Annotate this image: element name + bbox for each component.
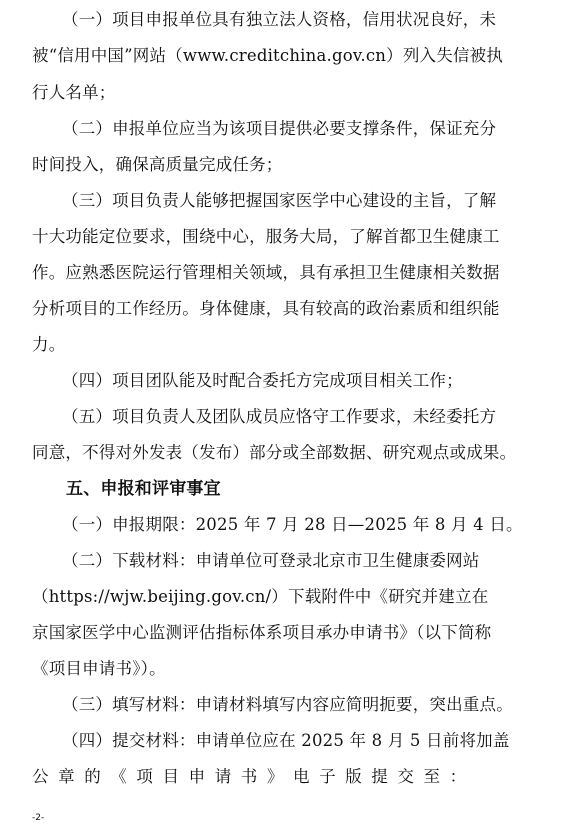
text-line: 作。应熟悉医院运行管理相关领域，具有承担卫生健康相关数据 [32, 263, 500, 282]
text-line: （一）申报期限：2025 年 7 月 28 日—2025 年 8 月 4 日。 [62, 515, 523, 534]
text-line: 被“信用中国”网站（www.creditchina.gov.cn）列入失信被执 [32, 46, 504, 65]
text-line: （https://wjw.beijing.gov.cn/）下载附件中《研究并建立在 [32, 587, 489, 606]
text-line: 力。 [32, 335, 66, 354]
text-line: （一）项目申报单位具有独立法人资格，信用状况良好，未 [62, 10, 497, 29]
text-line: （四）提交材料：申请单位应在 2025 年 8 月 5 日前将加盖 [62, 731, 510, 750]
page-number: -2- [32, 813, 45, 823]
text-line: 十大功能定位要求，围绕中心，服务大局，了解首都卫生健康工 [32, 227, 500, 246]
text-line: 时间投入，确保高质量完成任务； [32, 155, 283, 174]
text-line: 同意，不得对外发表（发布）部分或全部数据、研究观点或成果。 [32, 443, 517, 462]
text-line: （三）填写材料：申请材料填写内容应简明扼要，突出重点。 [62, 695, 513, 714]
text-line: （二）申报单位应当为该项目提供必要支撑条件，保证充分 [62, 119, 497, 138]
text-line: 分析项目的工作经历。身体健康，具有较高的政治素质和组织能 [32, 299, 500, 318]
text-line: （三）项目负责人能够把握国家医学中心建设的主旨，了解 [62, 191, 497, 210]
text-line: 行人名单； [32, 83, 116, 102]
text-line: （二）下载材料：申请单位可登录北京市卫生健康委网站 [62, 551, 480, 570]
text-line: 京国家医学中心监测评估指标体系项目承办申请书》（以下简称 [32, 623, 492, 642]
text-line: 公章的《项目申请书》电子版提交至： [32, 767, 476, 786]
section-heading: 五、申报和评审事宜 [66, 479, 221, 499]
text-line: 《项目申请书》）。 [32, 659, 166, 678]
text-line: （五）项目负责人及团队成员应恪守工作要求，未经委托方 [62, 407, 497, 426]
text-line: （四）项目团队能及时配合委托方完成项目相关工作； [62, 371, 463, 390]
